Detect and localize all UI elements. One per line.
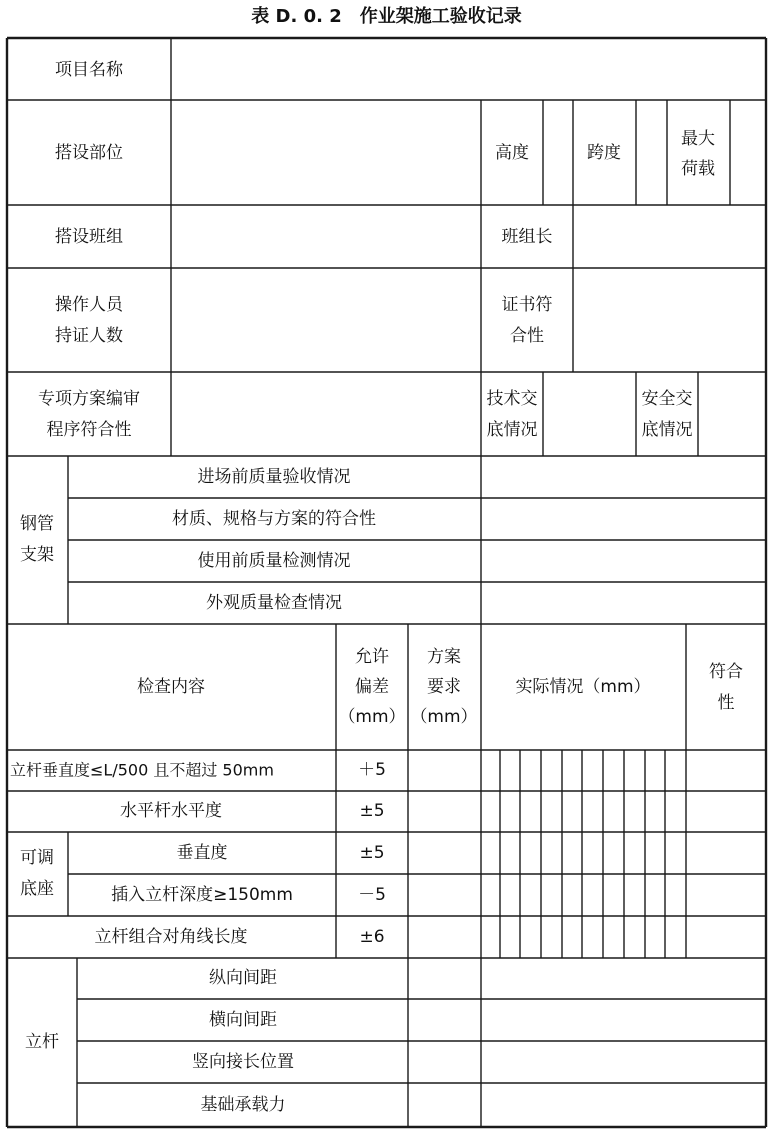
label-adjustable-base: 可调 — [20, 848, 54, 868]
label-upright: 立杆 — [25, 1032, 59, 1052]
label-tech-briefing: 技术交 — [486, 389, 538, 409]
inspection-item: 立杆组合对角线长度 — [94, 927, 248, 947]
inspection-tolerance: ＋5 — [358, 760, 386, 780]
upright-item: 横向间距 — [209, 1010, 277, 1030]
label-operators-2: 持证人数 — [55, 326, 123, 346]
header-conformity-2: 性 — [717, 693, 735, 713]
upright-item: 基础承载力 — [200, 1095, 286, 1115]
steel-pipe-item: 进场前质量验收情况 — [197, 467, 351, 487]
label-operators: 操作人员 — [55, 295, 123, 315]
label-height: 高度 — [495, 143, 529, 163]
upright-item: 竖向接长位置 — [192, 1052, 294, 1072]
header-actual-condition: 实际情况（mm） — [515, 677, 651, 697]
header-allowed-deviation-3: （mm） — [338, 707, 406, 727]
steel-pipe-item: 材质、规格与方案的符合性 — [172, 509, 376, 529]
label-steel-pipe: 钢管 — [20, 514, 54, 534]
inspection-item: 垂直度 — [176, 843, 228, 863]
inspection-tolerance: ±5 — [359, 843, 385, 863]
label-plan-review-2: 程序符合性 — [46, 420, 132, 440]
label-plan-review: 专项方案编审 — [38, 389, 140, 409]
label-team-leader: 班组长 — [501, 227, 553, 247]
header-allowed-deviation: 允许 — [355, 647, 389, 667]
inspection-tolerance: ±6 — [359, 927, 385, 947]
header-plan-requirement-3: （mm） — [410, 707, 478, 727]
document-title: 表 D. 0. 2 作业架施工验收记录 — [251, 6, 522, 27]
label-adjustable-base-2: 底座 — [20, 879, 54, 899]
label-span: 跨度 — [587, 143, 621, 163]
inspection-tolerance: ±5 — [359, 801, 385, 821]
label-max-load-2: 荷载 — [681, 159, 715, 179]
inspection-item: 插入立杆深度≥150mm — [111, 885, 293, 905]
steel-pipe-item: 外观质量检查情况 — [206, 593, 342, 613]
upright-item: 纵向间距 — [209, 968, 277, 988]
header-allowed-deviation-2: 偏差 — [355, 677, 389, 697]
inspection-tolerance: －5 — [358, 885, 386, 905]
steel-pipe-item: 使用前质量检测情况 — [197, 551, 351, 571]
label-tech-briefing-2: 底情况 — [486, 420, 538, 440]
label-safety-briefing-2: 底情况 — [641, 420, 693, 440]
inspection-item: 水平杆水平度 — [120, 801, 222, 821]
inspection-item: 立杆垂直度≤L/500 且不超过 50mm — [10, 760, 274, 780]
label-team: 搭设班组 — [55, 227, 123, 247]
label-location: 搭设部位 — [55, 143, 123, 163]
label-certificate: 证书符 — [501, 295, 553, 315]
label-max-load: 最大 — [681, 129, 715, 149]
label-safety-briefing: 安全交 — [641, 389, 693, 409]
label-steel-pipe-2: 支架 — [20, 545, 54, 565]
label-project-name: 项目名称 — [55, 60, 123, 80]
header-plan-requirement-2: 要求 — [427, 677, 461, 697]
header-conformity: 符合 — [709, 662, 743, 682]
header-inspection-content: 检查内容 — [137, 677, 205, 697]
header-plan-requirement: 方案 — [427, 647, 461, 667]
label-certificate-2: 合性 — [510, 326, 544, 346]
